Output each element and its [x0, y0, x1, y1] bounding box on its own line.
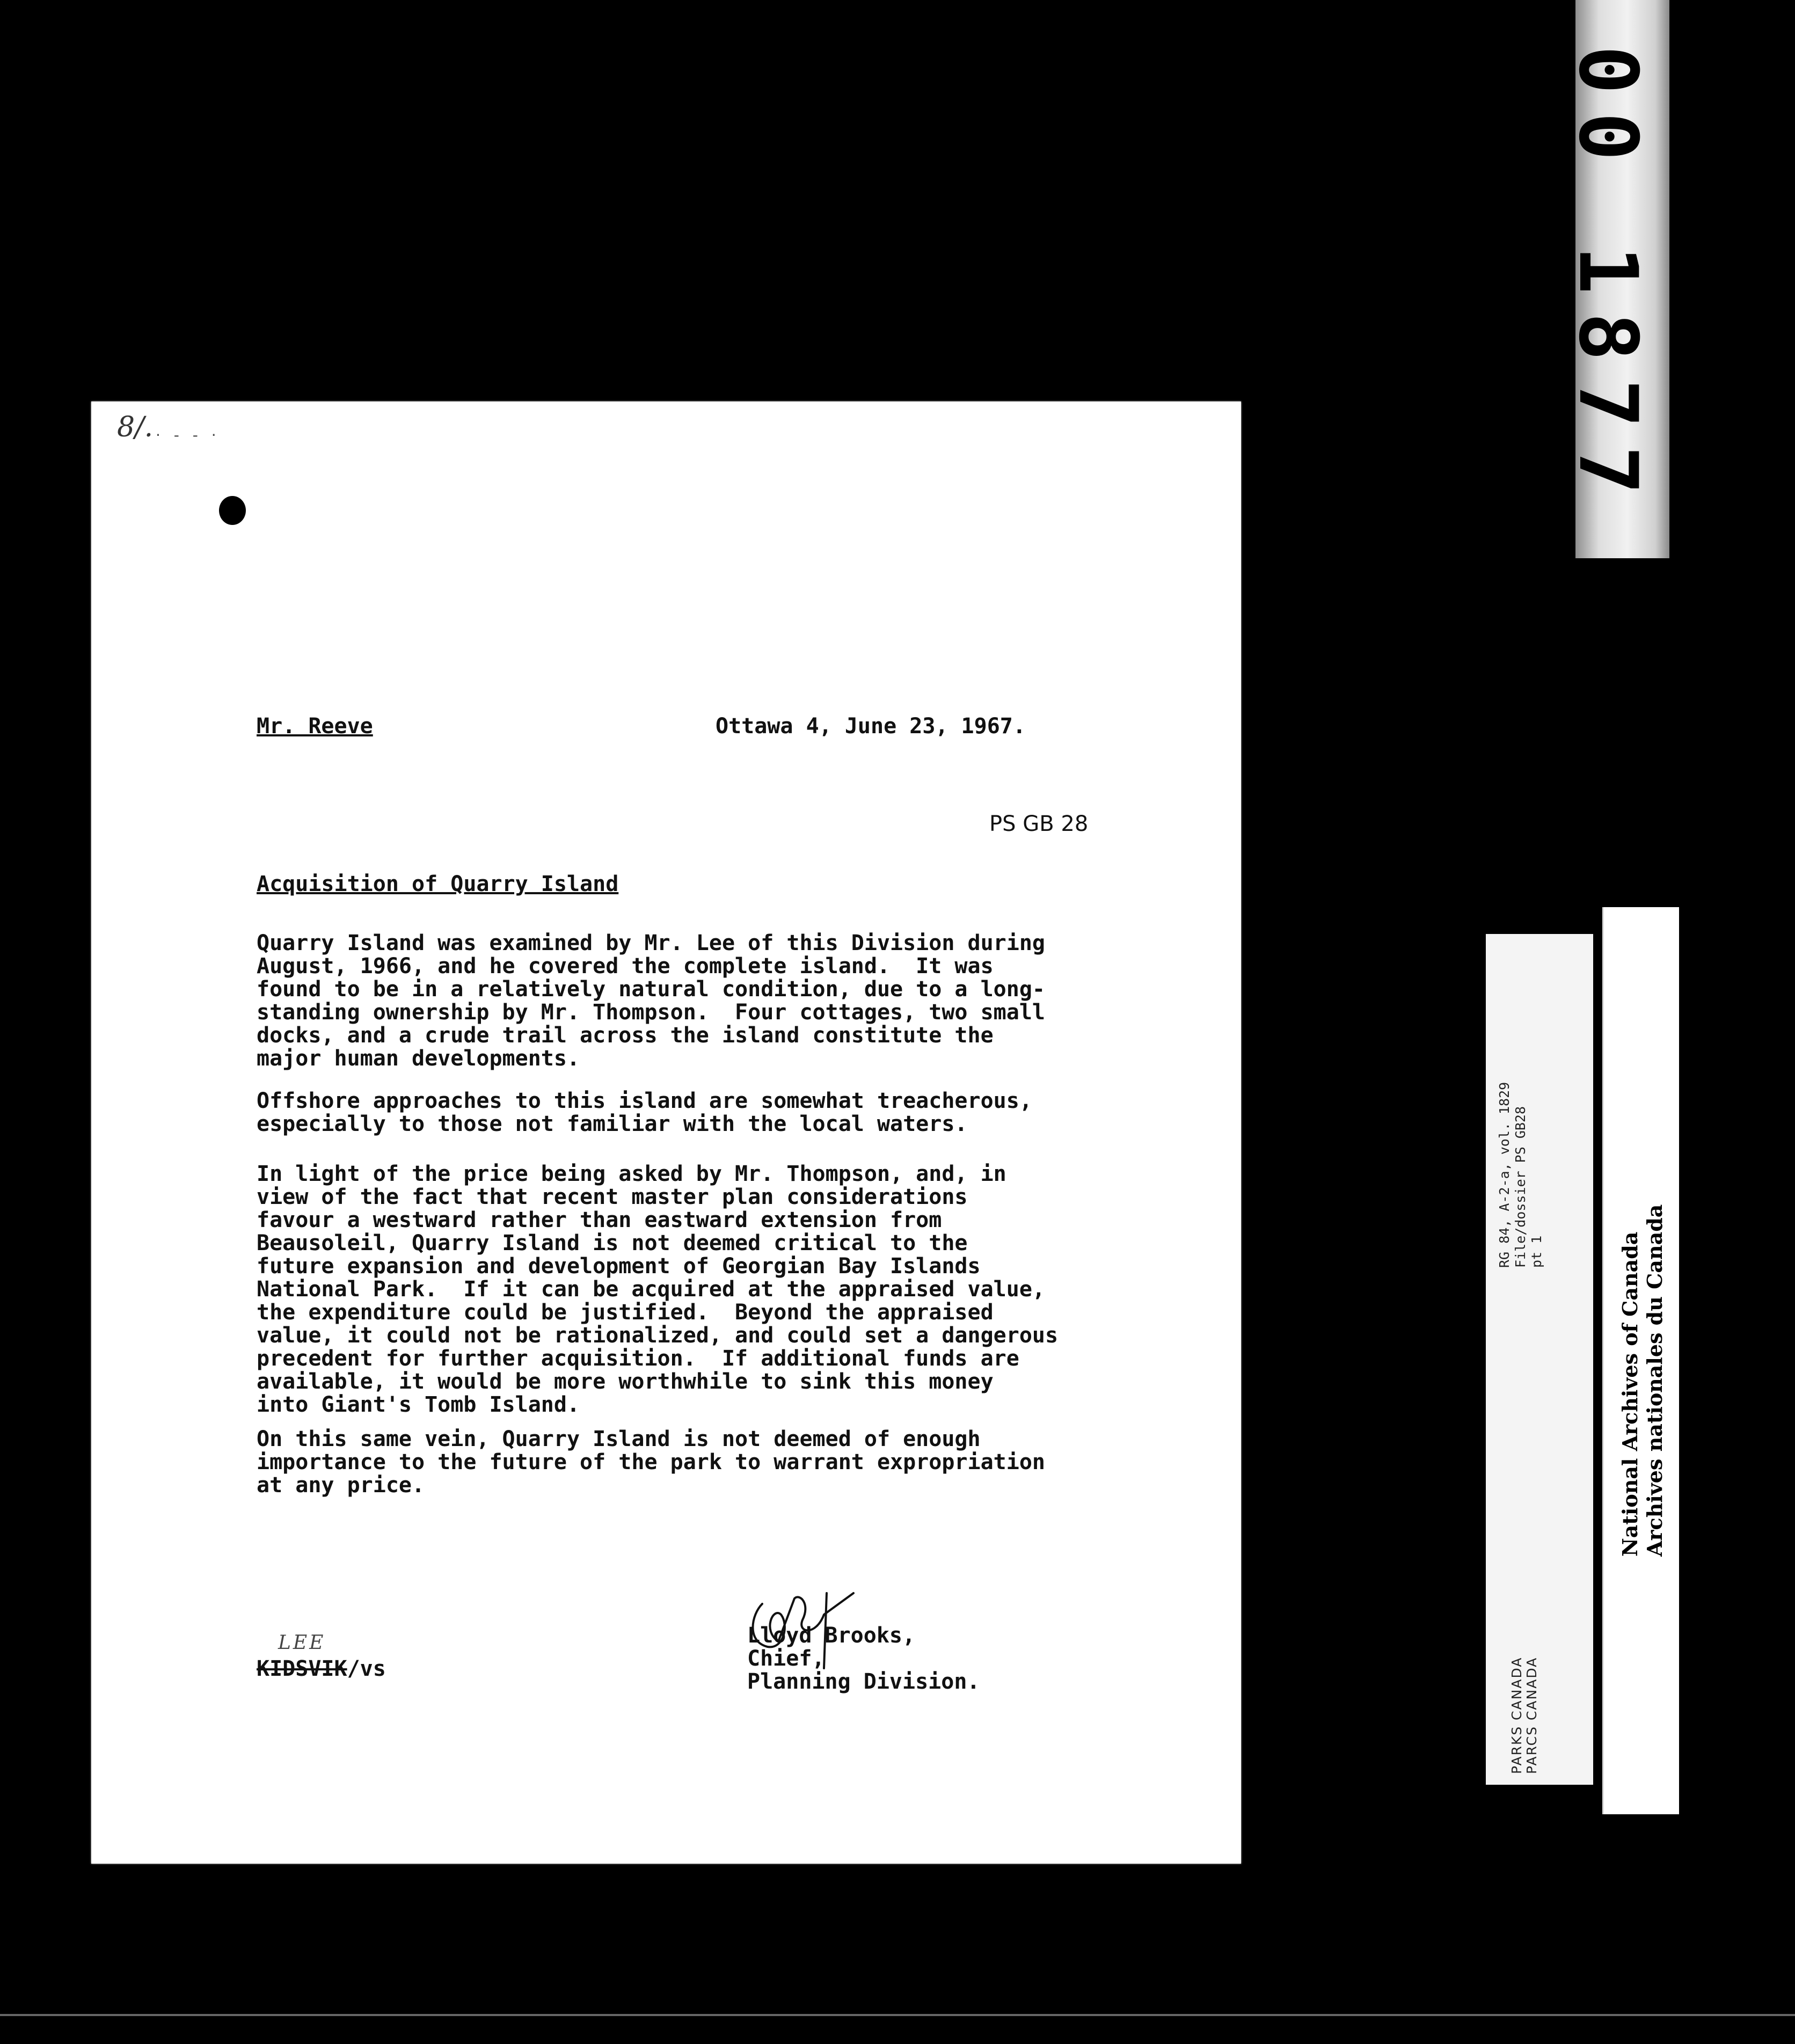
film-frame-counter-strip [1561, 0, 1669, 558]
letter-page [91, 402, 1241, 1864]
national-archives-text [1618, 1204, 1667, 1557]
punch-hole [219, 496, 246, 525]
body-paragraph: In light of the price being asked by Mr. Thompson, and, in view of the fact that recent master plan considerations favour a westward rather than eastward extension from Beausoleil, Quarry Island is not deemed critical to the future expansion and development of Georgian Bay Islands National Park. If it can be acquired at the appraised value, the expenditure could be justified. Beyond the appraised value, it could not be rationalized, and could set a dangerous precedent for further acquisition. If additional funds are available, it would be more worthwhile to sink this money into Giant's Tomb Island. [257, 1162, 1059, 1417]
parks-line-fr: PARCS CANADA [1524, 1656, 1539, 1774]
signatory-title: Chief, [747, 1646, 825, 1671]
parks-canada-text [1509, 1657, 1539, 1774]
typist-initials [257, 1656, 386, 1681]
national-archives-label [1602, 907, 1679, 1814]
place-and-date: Ottawa 4, June 23, 1967. [716, 714, 1026, 739]
frame-number: 00 1877 [1561, 45, 1654, 513]
signatory-name: Lloyd Brooks, [747, 1623, 916, 1648]
parks-canada-label [1486, 934, 1593, 1785]
reference-line: File/dossier PS GB28 [1513, 1106, 1528, 1268]
nac-line-en: National Archives of Canada [1618, 1231, 1642, 1557]
corner-marks: · - - · [156, 426, 221, 444]
subject-line: Acquisition of Quarry Island [257, 872, 619, 896]
film-edge-line [0, 2014, 1795, 2016]
corner-handwritten-note: 8/. [117, 411, 154, 443]
nac-line-fr: Archives nationales du Canada [1643, 1204, 1667, 1557]
reference-line: pt 1 [1529, 1235, 1544, 1268]
typist-suffix: /vs [347, 1656, 386, 1681]
file-reference: PS GB 28 [989, 812, 1089, 836]
handwritten-initials: LEE [278, 1632, 326, 1654]
signature-block [747, 1624, 980, 1693]
parks-line-en: PARKS CANADA [1509, 1656, 1524, 1774]
archival-reference [1497, 1082, 1545, 1268]
body-paragraph: Offshore approaches to this island are somewhat treacherous, especially to those not familiar with the local waters. [257, 1089, 1032, 1136]
struck-initials: KIDSVIK [257, 1656, 347, 1681]
signatory-division: Planning Division. [747, 1669, 980, 1694]
addressee: Mr. Reeve [257, 714, 373, 739]
body-paragraph: Quarry Island was examined by Mr. Lee of this Division during August, 1966, and he covered the complete island. It was found to be in a relatively natural condition, due to a long- standing ownership by Mr. Thompson. Four cottages, two small docks, and a crude trail across the island constitute the major human developments. [257, 931, 1046, 1071]
reference-line: RG 84, A-2-a, vol. 1829 [1497, 1082, 1512, 1268]
body-paragraph: On this same vein, Quarry Island is not deemed of enough importance to the future of the park to warrant expropriation at any price. [257, 1427, 1046, 1498]
